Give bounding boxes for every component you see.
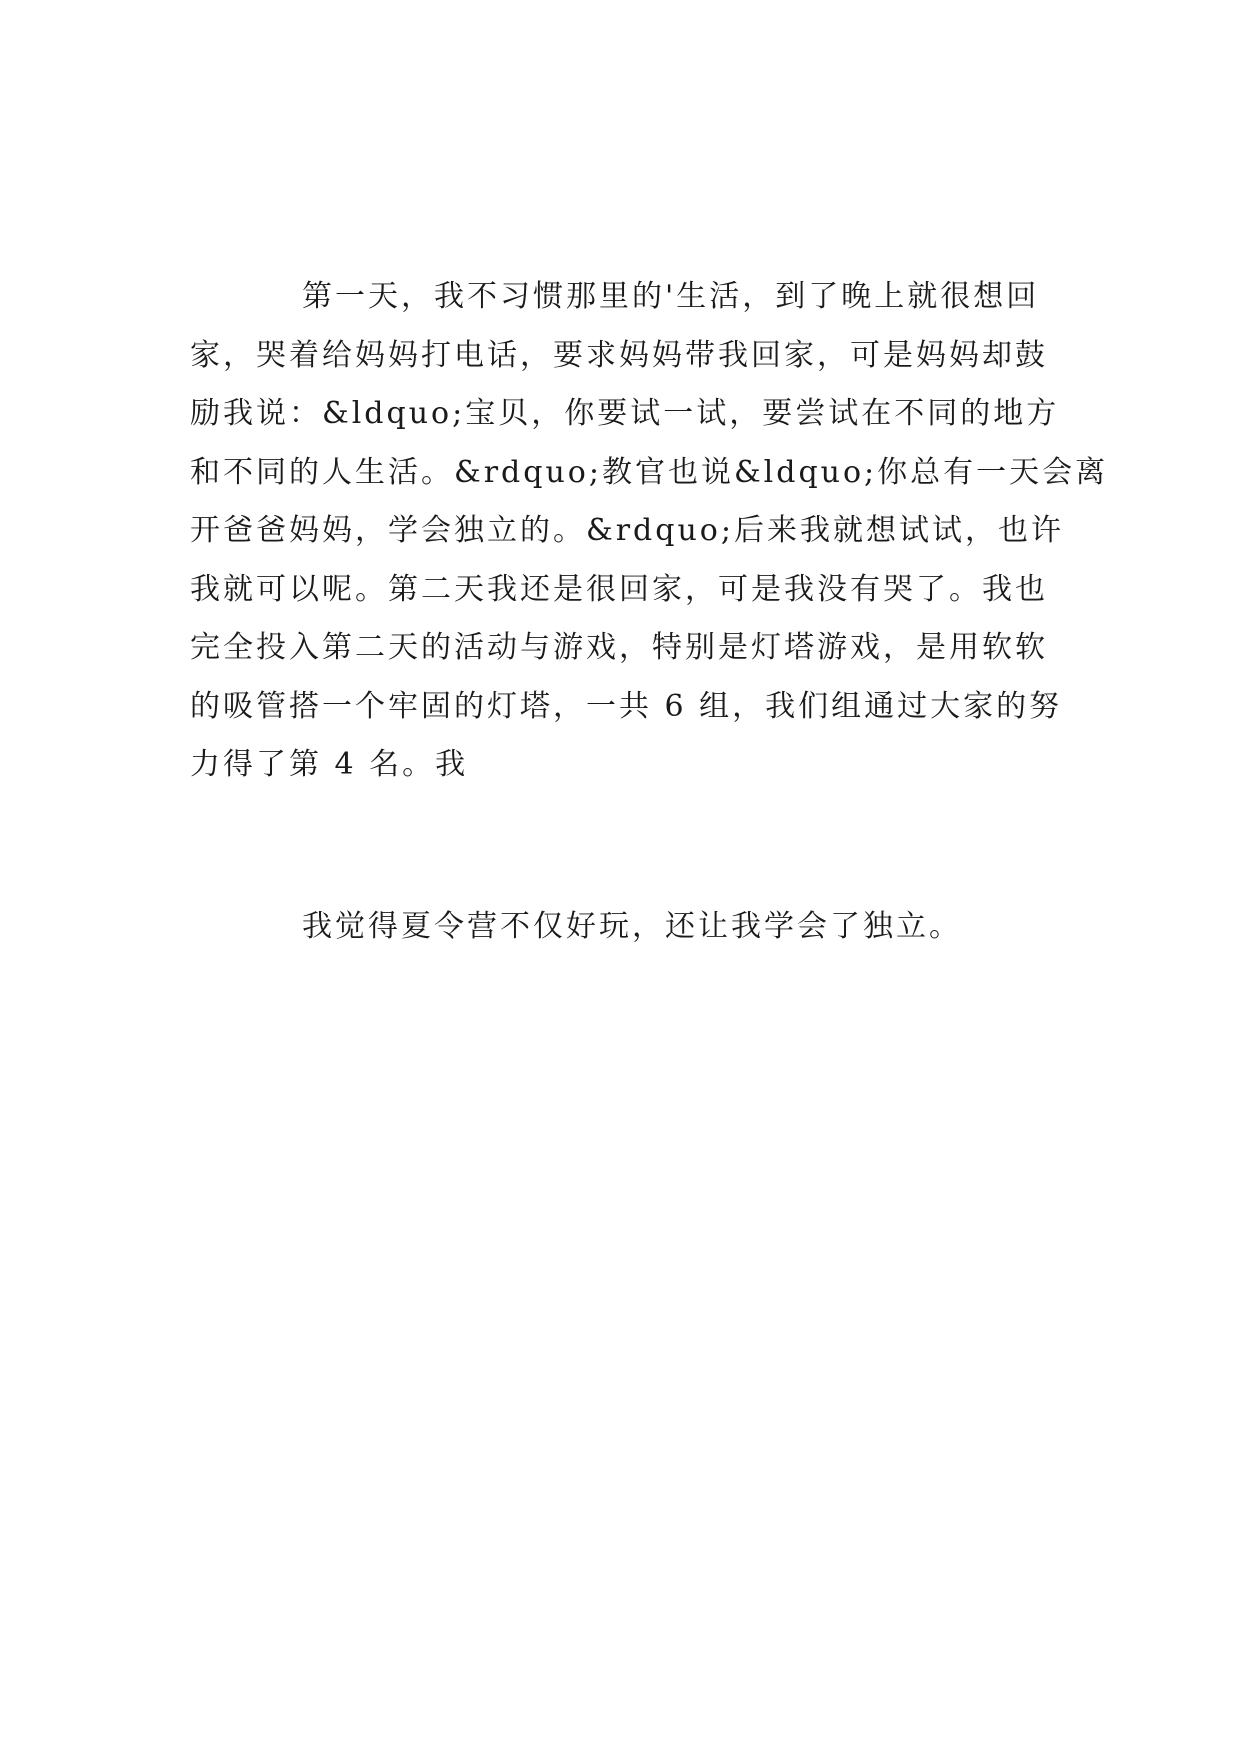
text-line: 力得了第 4 名。我 (190, 747, 469, 782)
text-line: 励我说：&ldquo;宝贝，你要试一试，要尝试在不同的地方 (190, 396, 1060, 431)
text-line: 完全投入第二天的活动与游戏，特别是灯塔游戏，是用软软 (190, 630, 1048, 665)
text-line: 开爸爸妈妈，学会独立的。&rdquo;后来我就想试试，也许 (190, 513, 1064, 548)
text-line: 和不同的人生活。&rdquo;教官也说&ldquo;你总有一天会离 (190, 454, 1109, 490)
text-line: 我就可以呢。第二天我还是很回家，可是我没有哭了。我也 (190, 571, 1048, 607)
text-line: 我觉得夏令营不仅好玩，还让我学会了独立。 (302, 909, 962, 944)
text-line: 第一天，我不习惯那里的'生活，到了晚上就很想回 (302, 279, 1040, 314)
text-line: 的吸管搭一个牢固的灯塔，一共 6 组，我们组通过大家的努 (190, 688, 1063, 724)
paragraph-summer-camp-story (190, 268, 1109, 795)
text-line: 家，哭着给妈妈打电话，要求妈妈带我回家，可是妈妈却鼓 (190, 337, 1048, 373)
paragraph-conclusion (302, 898, 1162, 957)
